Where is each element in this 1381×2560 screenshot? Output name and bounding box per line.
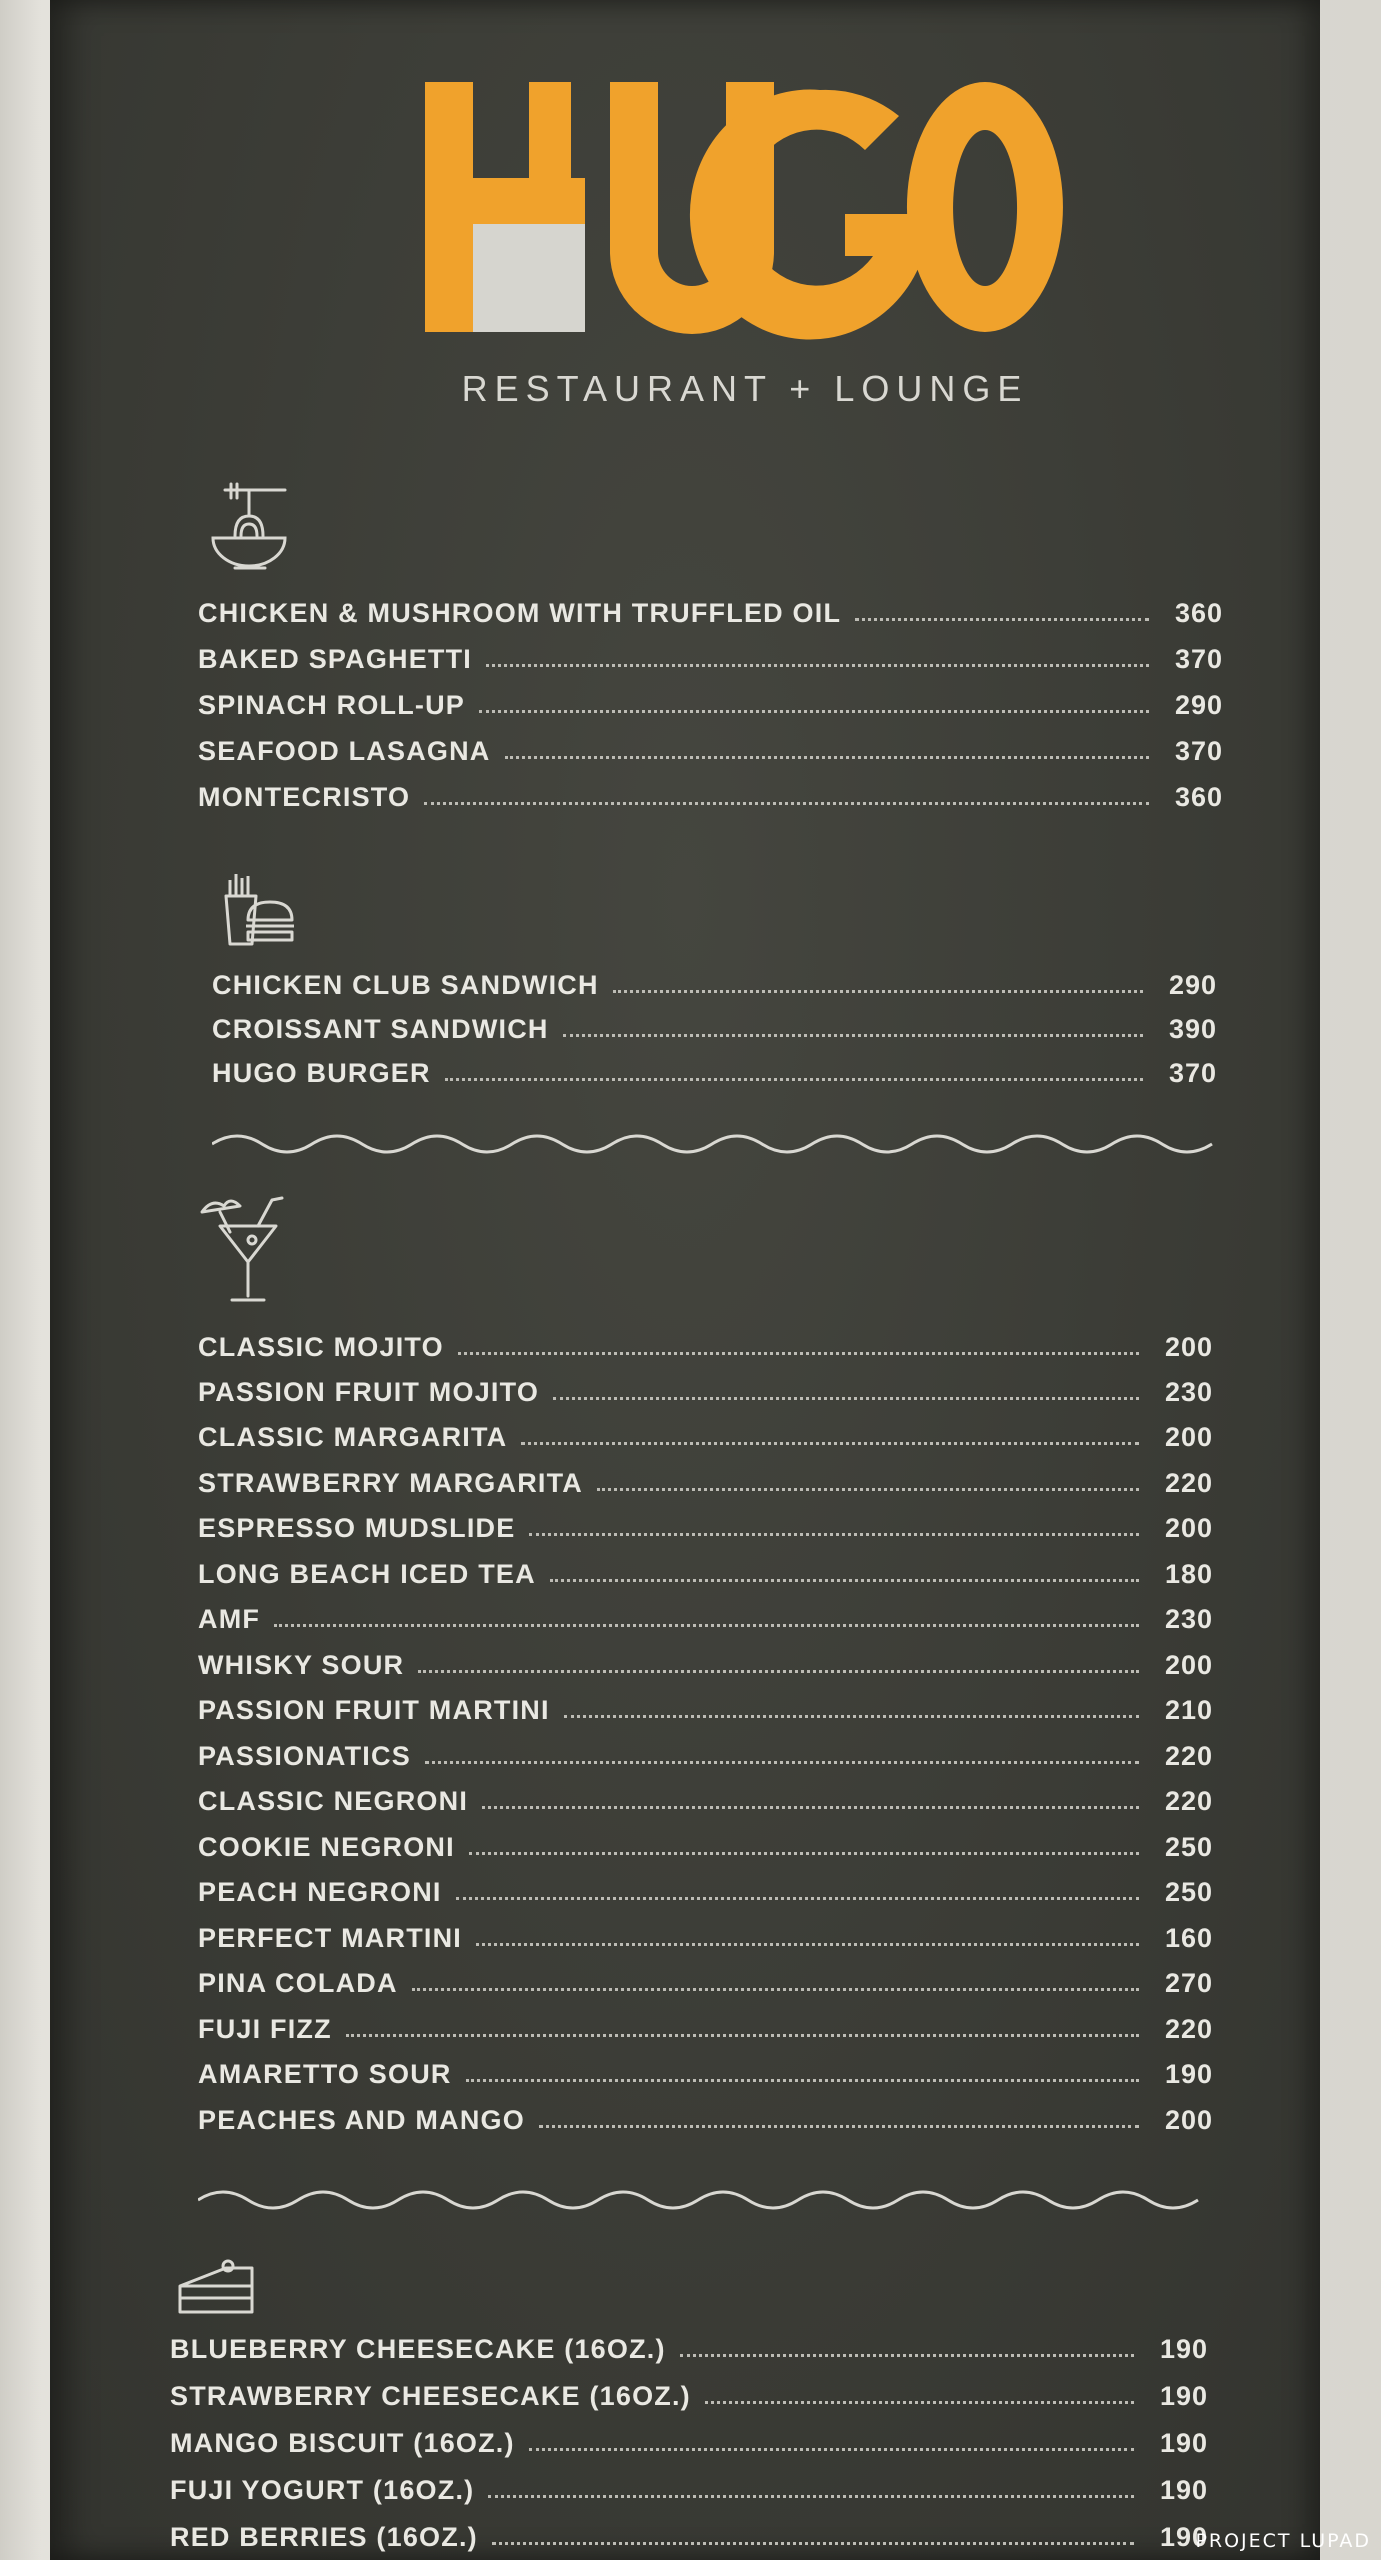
watermark: PROJECT LUPAD	[1195, 2530, 1371, 2552]
wave-divider	[212, 1124, 1222, 1164]
item-name: SEAFOOD LASAGNA	[198, 735, 491, 766]
cake-slice-icon	[176, 2258, 256, 2318]
item-name: CHICKEN CLUB SANDWICH	[212, 969, 599, 1000]
item-price: 200	[1164, 1649, 1213, 1680]
item-name: PEACHES AND MANGO	[198, 2104, 525, 2135]
item-name: PERFECT MARTINI	[198, 1922, 462, 1953]
item-name: ESPRESSO MUDSLIDE	[198, 1512, 516, 1543]
dot-leader	[458, 1352, 1139, 1355]
item-price: 370	[1174, 643, 1223, 674]
dot-leader	[529, 1533, 1139, 1536]
dot-leader	[529, 2448, 1134, 2451]
dot-leader	[418, 1670, 1139, 1673]
dot-leader	[492, 2542, 1134, 2545]
dot-leader	[479, 710, 1149, 713]
dot-leader	[680, 2354, 1134, 2357]
menu-item-row	[198, 2008, 1213, 2050]
pasta-bowl-icon	[205, 480, 295, 572]
item-name: PASSIONATICS	[198, 1740, 411, 1771]
dot-leader	[505, 756, 1149, 759]
dot-leader	[346, 2034, 1139, 2037]
menu-item-row	[198, 1735, 1213, 1777]
tagline: RESTAURANT + LOUNGE	[461, 368, 1029, 409]
menu-item-row	[198, 1689, 1213, 1731]
item-name: FUJI FIZZ	[198, 2013, 332, 2044]
item-price: 230	[1164, 1603, 1213, 1634]
dot-leader	[521, 1442, 1139, 1445]
wave-divider	[198, 2180, 1208, 2220]
dot-leader	[553, 1397, 1139, 1400]
menu-item-row	[212, 964, 1217, 1006]
dot-leader	[456, 1897, 1139, 1900]
menu-item-row	[198, 1371, 1213, 1413]
dot-leader	[705, 2401, 1134, 2404]
menu-item-row	[198, 592, 1223, 634]
item-name: BLUEBERRY CHEESECAKE (16OZ.)	[170, 2333, 666, 2364]
item-price: 250	[1164, 1831, 1213, 1862]
item-price: 270	[1164, 1967, 1213, 1998]
dot-leader	[855, 618, 1149, 621]
item-price: 210	[1164, 1694, 1213, 1725]
menu-item-row	[198, 1326, 1213, 1368]
item-name: LONG BEACH ICED TEA	[198, 1558, 536, 1589]
item-price: 160	[1164, 1922, 1213, 1953]
menu-item-row	[198, 730, 1223, 772]
item-price: 220	[1164, 2013, 1213, 2044]
menu-item-row	[198, 684, 1223, 726]
item-price: 390	[1168, 1013, 1217, 1044]
item-name: BAKED SPAGHETTI	[198, 643, 473, 674]
menu-item-row	[198, 1962, 1213, 2004]
dot-leader	[488, 2495, 1134, 2498]
dot-leader	[597, 1488, 1139, 1491]
item-name: AMF	[198, 1603, 261, 1634]
hugo-logo-mark	[425, 82, 1065, 352]
dot-leader	[412, 1988, 1139, 1991]
cocktail-glass-icon	[198, 1196, 288, 1306]
item-name: CLASSIC MOJITO	[198, 1331, 444, 1362]
item-name: AMARETTO SOUR	[198, 2058, 452, 2089]
menu-item-row	[198, 638, 1223, 680]
item-price: 200	[1164, 1331, 1213, 1362]
dot-leader	[469, 1852, 1139, 1855]
menu-item-row	[198, 1553, 1213, 1595]
item-price: 370	[1168, 1057, 1217, 1088]
item-price: 200	[1164, 1421, 1213, 1452]
dot-leader	[613, 990, 1143, 993]
dot-leader	[445, 1078, 1143, 1081]
item-price: 190	[1164, 2058, 1213, 2089]
item-name: SPINACH ROLL-UP	[198, 689, 465, 720]
item-price: 190	[1159, 2474, 1208, 2505]
item-price: 290	[1174, 689, 1223, 720]
menu-item-row	[198, 1871, 1213, 1913]
dot-leader	[486, 664, 1149, 667]
menu-item-row	[198, 1507, 1213, 1549]
dot-leader	[564, 1715, 1139, 1718]
menu-item-row	[212, 1052, 1217, 1094]
item-name: CROISSANT SANDWICH	[212, 1013, 549, 1044]
item-name: PEACH NEGRONI	[198, 1876, 442, 1907]
item-name: MANGO BISCUIT (16OZ.)	[170, 2427, 515, 2458]
item-price: 190	[1159, 2521, 1208, 2552]
item-name: PASSION FRUIT MARTINI	[198, 1694, 550, 1725]
item-name: HUGO BURGER	[212, 1057, 431, 1088]
menu-item-row	[198, 1644, 1213, 1686]
menu-item-row	[198, 1780, 1213, 1822]
item-name: STRAWBERRY MARGARITA	[198, 1467, 583, 1498]
dot-leader	[274, 1624, 1139, 1627]
item-price: 360	[1174, 781, 1223, 812]
item-price: 200	[1164, 2104, 1213, 2135]
item-price: 220	[1164, 1740, 1213, 1771]
item-name: CLASSIC NEGRONI	[198, 1785, 469, 1816]
menu-item-row	[198, 1917, 1213, 1959]
dot-leader	[466, 2079, 1139, 2082]
menu-item-row	[212, 1008, 1217, 1050]
item-price: 360	[1174, 597, 1223, 628]
menu-item-row	[170, 2516, 1208, 2558]
menu-item-row	[198, 2053, 1213, 2095]
item-name: WHISKY SOUR	[198, 1649, 405, 1680]
item-price: 200	[1164, 1512, 1213, 1543]
menu-item-row	[198, 1462, 1213, 1504]
item-price: 250	[1164, 1876, 1213, 1907]
menu-item-row	[198, 1826, 1213, 1868]
dot-leader	[482, 1806, 1139, 1809]
item-price: 190	[1159, 2427, 1208, 2458]
item-price: 290	[1168, 969, 1217, 1000]
menu-item-row	[198, 1598, 1213, 1640]
dot-leader	[476, 1943, 1139, 1946]
item-name: MONTECRISTO	[198, 781, 411, 812]
dot-leader	[550, 1579, 1139, 1582]
item-price: 230	[1164, 1376, 1213, 1407]
item-name: COOKIE NEGRONI	[198, 1831, 455, 1862]
item-price: 190	[1159, 2333, 1208, 2364]
menu-item-row	[170, 2375, 1208, 2417]
item-price: 180	[1164, 1558, 1213, 1589]
dot-leader	[424, 802, 1149, 805]
item-name: FUJI YOGURT (16OZ.)	[170, 2474, 475, 2505]
item-name: PINA COLADA	[198, 1967, 398, 1998]
menu-item-row	[170, 2469, 1208, 2511]
item-name: CHICKEN & MUSHROOM WITH TRUFFLED OIL	[198, 597, 842, 628]
item-price: 190	[1159, 2380, 1208, 2411]
item-name: PASSION FRUIT MOJITO	[198, 1376, 540, 1407]
item-name: STRAWBERRY CHEESECAKE (16OZ.)	[170, 2380, 691, 2411]
menu-item-row	[170, 2328, 1208, 2370]
item-price: 370	[1174, 735, 1223, 766]
menu-item-row	[198, 776, 1223, 818]
menu-board	[50, 0, 1320, 2560]
dot-leader	[539, 2125, 1139, 2128]
menu-item-row	[198, 1416, 1213, 1458]
dot-leader	[563, 1034, 1143, 1037]
dot-leader	[425, 1761, 1139, 1764]
item-price: 220	[1164, 1785, 1213, 1816]
menu-item-row	[198, 2099, 1213, 2141]
menu-item-row	[170, 2422, 1208, 2464]
item-name: CLASSIC MARGARITA	[198, 1421, 508, 1452]
burger-fries-icon	[220, 870, 300, 950]
item-price: 220	[1164, 1467, 1213, 1498]
hugo-logo	[425, 82, 1065, 352]
item-name: RED BERRIES (16OZ.)	[170, 2521, 478, 2552]
